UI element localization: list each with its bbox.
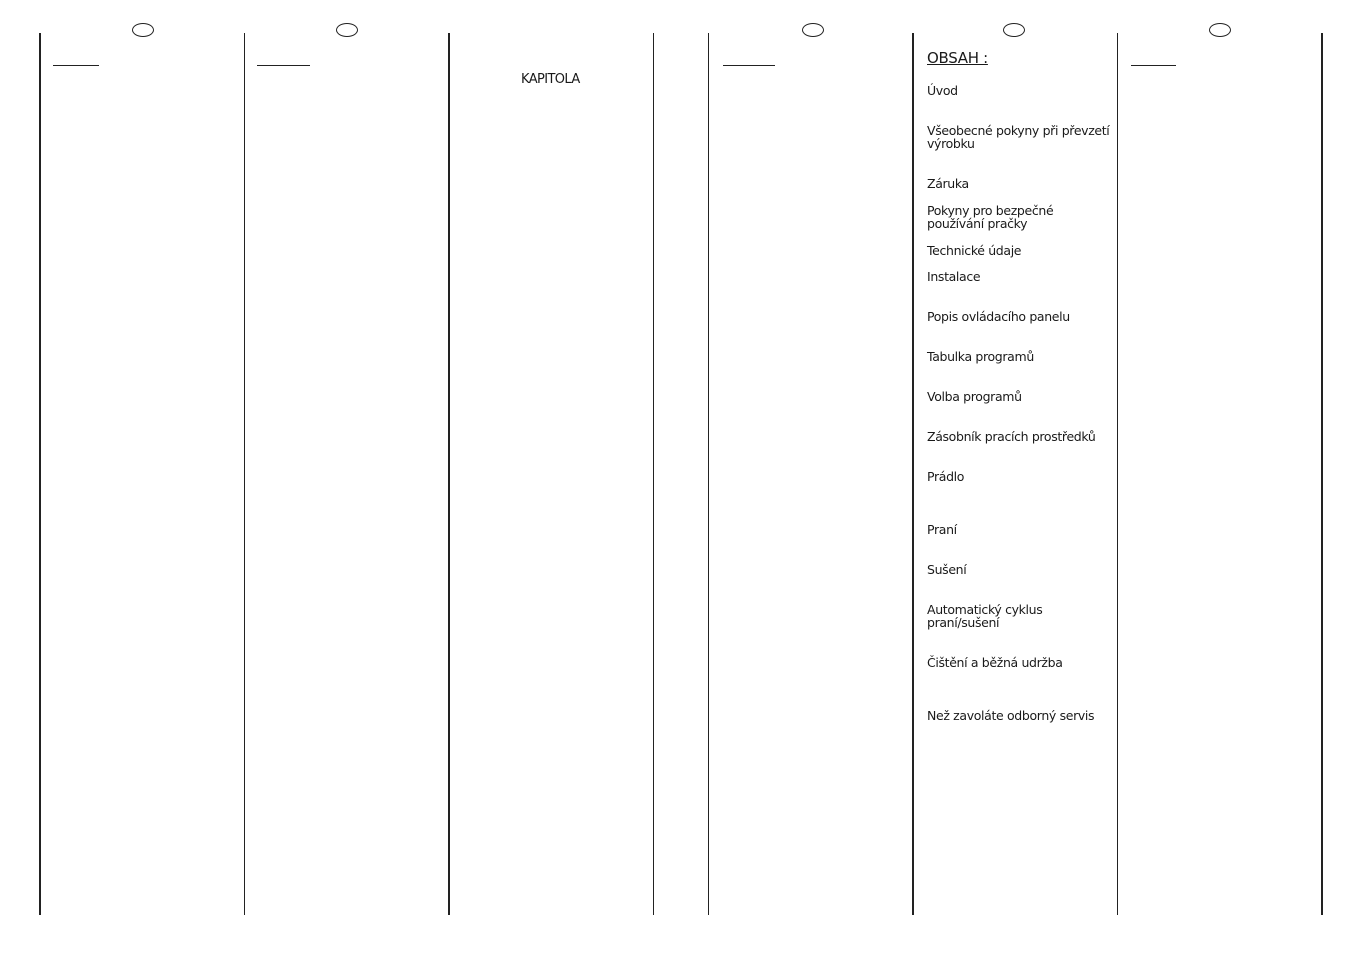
toc-item-control-panel: Popis ovládacího panelu	[927, 309, 1070, 324]
column-divider	[244, 33, 245, 915]
column-divider	[1321, 33, 1323, 915]
toc-item-program-selection: Volba programů	[927, 389, 1022, 404]
column-divider	[39, 33, 41, 915]
toc-item-technical-data: Technické údaje	[927, 243, 1022, 258]
toc-title: OBSAH :	[927, 49, 988, 67]
toc-item-auto-cycle: Automatický cyklus praní/sušení	[927, 602, 1043, 630]
column-divider	[448, 33, 450, 915]
language-oval-marker	[1003, 23, 1025, 37]
heading-underline-stub	[723, 65, 775, 66]
toc-item-installation: Instalace	[927, 269, 981, 284]
heading-underline-stub	[1131, 65, 1176, 66]
toc-item-cleaning: Čištění a běžná udržba	[927, 655, 1063, 670]
toc-item-detergent-drawer: Zásobník pracích prostředků	[927, 429, 1096, 444]
toc-item-safety: Pokyny pro bezpečné používání pračky	[927, 203, 1054, 231]
column-divider	[912, 33, 914, 915]
column-divider	[1117, 33, 1118, 915]
toc-item-washing: Praní	[927, 522, 957, 537]
chapter-heading: KAPITOLA	[521, 72, 580, 87]
language-oval-marker	[1209, 23, 1231, 37]
toc-item-service: Než zavoláte odborný servis	[927, 708, 1095, 723]
toc-item-program-table: Tabulka programů	[927, 349, 1034, 364]
column-divider	[653, 33, 654, 915]
language-oval-marker	[802, 23, 824, 37]
toc-item-drying: Sušení	[927, 562, 967, 577]
toc-item-laundry: Prádlo	[927, 469, 965, 484]
heading-underline-stub	[53, 65, 99, 66]
language-oval-marker	[132, 23, 154, 37]
toc-item-uvod: Úvod	[927, 83, 958, 98]
heading-underline-stub	[257, 65, 310, 66]
language-oval-marker	[336, 23, 358, 37]
toc-item-warranty: Záruka	[927, 176, 969, 191]
toc-item-general-instructions: Všeobecné pokyny při převzetí výrobku	[927, 123, 1110, 151]
column-divider	[708, 33, 709, 915]
